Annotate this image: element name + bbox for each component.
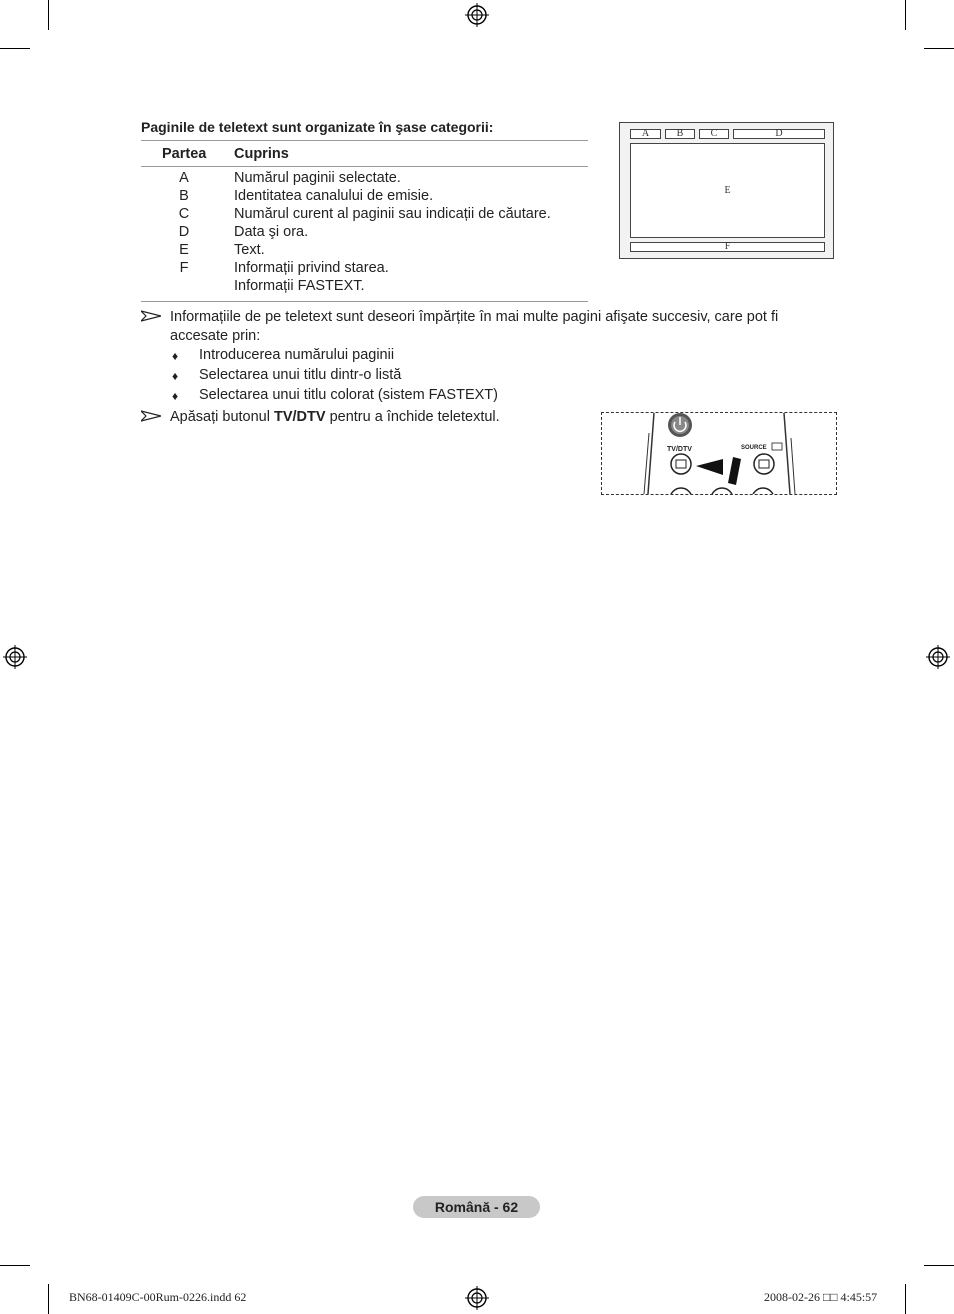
registration-mark-icon [926, 645, 950, 669]
note-arrow-icon [141, 310, 161, 322]
print-slug-date: 2008-02-26 □□ 4:45:57 [764, 1290, 878, 1304]
teletext-part-c: C [699, 129, 729, 139]
list-item: Selectarea unui titlu colorat (sistem FASTEXT) [199, 387, 498, 403]
list-item: Selectarea unui titlu dintr-o listă [199, 367, 402, 383]
crop-mark [905, 0, 906, 30]
registration-mark-icon [465, 1286, 489, 1310]
print-slug-file: BN68-01409C-00Rum-0226.indd 62 [69, 1290, 247, 1304]
table-header-content: Cuprins [234, 146, 289, 162]
table-row-content: Informații privind starea. [234, 260, 389, 276]
teletext-part-b: B [665, 129, 695, 139]
teletext-part-f: F [630, 242, 825, 252]
note-arrow-icon [141, 410, 161, 422]
remote-control-illustration [601, 412, 837, 495]
table-row-part: A [179, 170, 189, 186]
bullet-diamond-icon: ♦ [172, 349, 179, 363]
table-row-content: Numărul paginii selectate. [234, 170, 401, 186]
teletext-part-d: D [733, 129, 825, 139]
crop-mark [0, 48, 30, 49]
table-header-part: Partea [162, 146, 207, 162]
table-top-rule [141, 140, 588, 141]
teletext-part-a: A [630, 129, 661, 139]
table-row-content: Text. [234, 242, 265, 258]
table-row-content: Informații FASTEXT. [234, 278, 365, 294]
crop-mark [48, 1284, 49, 1314]
table-row-part: E [179, 242, 189, 258]
teletext-part-e: E [630, 143, 825, 238]
table-row-part: F [179, 260, 189, 276]
registration-mark-icon [3, 645, 27, 669]
crop-mark [924, 48, 954, 49]
table-row-content: Identitatea canalului de emisie. [234, 188, 434, 204]
note-text-after: pentru a închide teletextul. [325, 409, 500, 425]
tv-dtv-label: TV/DTV [667, 446, 692, 453]
teletext-diagram [619, 122, 834, 259]
table-row-part: C [178, 206, 190, 222]
bullet-diamond-icon: ♦ [172, 389, 179, 403]
remote-control-drawing [602, 413, 836, 494]
note-paragraph: Informațiile de pe teletext sunt deseori împărțite în mai multe pagini afişate succesiv, care pot fi accesate prin: [170, 309, 779, 344]
source-label: SOURCE [741, 445, 767, 451]
table-row-part: D [178, 224, 190, 240]
table-row-content: Data şi ora. [234, 224, 309, 240]
note-text-before: Apăsați butonul [170, 409, 274, 425]
table-row-content: Numărul curent al paginii sau indicații de căutare. [234, 206, 551, 222]
crop-mark [0, 1265, 30, 1266]
section-heading: Paginile de teletext sunt organizate în şase categorii: [141, 119, 494, 135]
table-header-rule [141, 166, 588, 167]
crop-mark [905, 1284, 906, 1314]
bullet-diamond-icon: ♦ [172, 369, 179, 383]
tv-dtv-button-name: TV/DTV [274, 409, 326, 425]
table-row-part: B [179, 188, 189, 204]
crop-mark [924, 1265, 954, 1266]
registration-mark-icon [465, 3, 489, 27]
table-bottom-rule [141, 301, 588, 302]
list-item: Introducerea numărului paginii [199, 347, 395, 363]
crop-mark [48, 0, 49, 30]
page-number-badge: Română - 62 [413, 1196, 540, 1218]
